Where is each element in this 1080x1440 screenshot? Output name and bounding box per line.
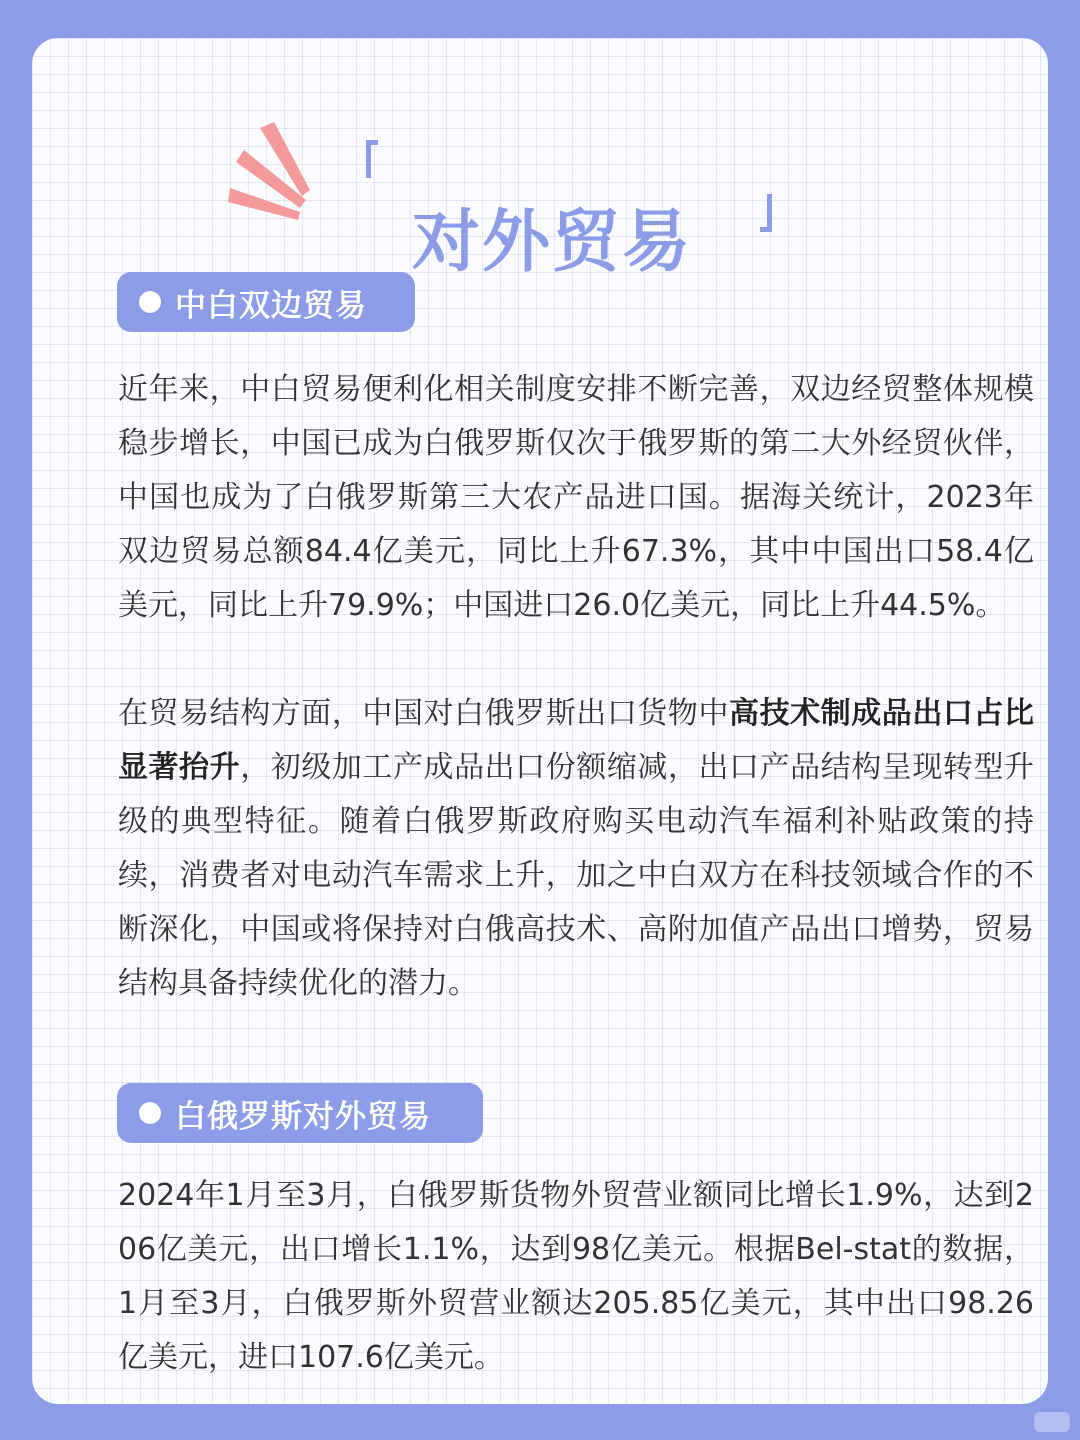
- page-title-block: [352, 130, 792, 282]
- paragraph-bilateral-overview: 近年来，中白贸易便利化相关制度安排不断完善，双边经贸整体规模稳步增长，中国已成为白俄罗斯仅次于俄罗斯的第二大外经贸伙伴，中国也成为了白俄罗斯第三大农产品进口国。据海关统计，2023年双边贸易总额84.4亿美元，同比上升67.3%，其中中国出口58.4亿美元，同比上升79.9%；中国进口26.0亿美元，同比上升44.5%。: [118, 372, 1034, 623]
- section-tag-bilateral-trade: [117, 272, 415, 332]
- left-bracket-icon: [366, 140, 378, 178]
- paragraph-belarus-trade-data: 2024年1月至3月，白俄罗斯货物外贸营业额同比增长1.9%，达到206亿美元，出口增长1.1%，达到98亿美元。根据Bel-stat的数据，1月至3月，白俄罗斯外贸营业额达205.85亿美元，其中出口98.26亿美元，进口107.6亿美元。: [118, 1178, 1034, 1375]
- bullet-dot-icon: [139, 291, 161, 313]
- page-title: 对外贸易: [412, 202, 693, 282]
- burst-decoration-icon: [222, 120, 322, 230]
- paragraph-text: 在贸易结构方面，中国对白俄罗斯出口货物中: [118, 696, 730, 731]
- section-tag-belarus-foreign-trade: [117, 1083, 483, 1143]
- right-bracket-icon: [760, 194, 772, 232]
- content-card: [32, 38, 1048, 1404]
- bullet-dot-icon: [139, 1102, 161, 1124]
- paragraph-text: ，初级加工产成品出口份额缩减，出口产品结构呈现转型升级的典型特征。随着白俄罗斯政府购买电动汽车福利补贴政策的持续，消费者对电动汽车需求上升，加之中白双方在科技领域合作的不断深化，中国或将保持对白俄高技术、高附加值产品出口增势，贸易结构具备持续优化的潜力。: [118, 750, 1035, 1001]
- section-tag-label: 中白双边贸易: [175, 287, 367, 324]
- section-tag-label: 白俄罗斯对外贸易: [175, 1098, 431, 1135]
- watermark-logo: [1034, 1412, 1070, 1432]
- paragraph-trade-structure: [118, 687, 1034, 1011]
- highlight-text: 高技术制成品出口占比显著抬升: [118, 696, 1035, 785]
